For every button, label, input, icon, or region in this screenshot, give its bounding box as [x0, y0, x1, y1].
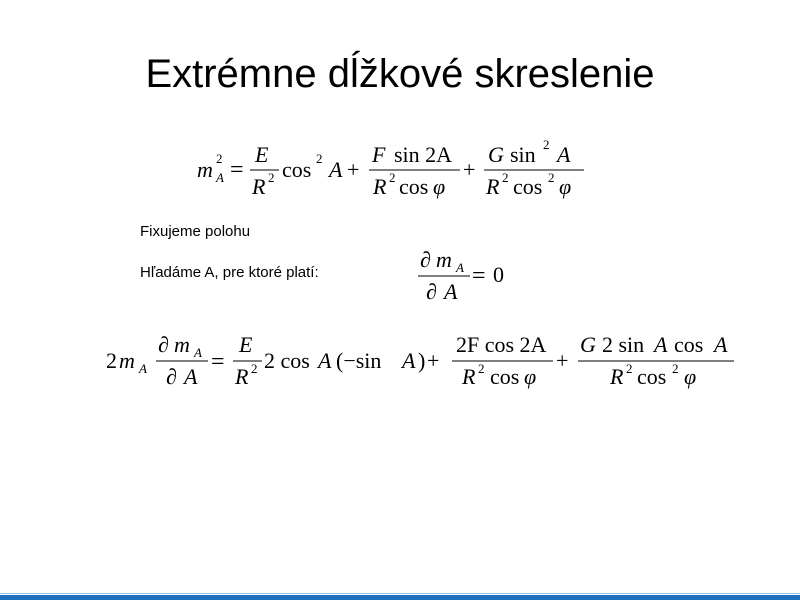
label-fix-position: Fixujeme polohu — [140, 223, 251, 240]
f3-den-d: ∂ — [166, 364, 177, 389]
f1-t3-num-sin: sin — [510, 142, 536, 167]
f3-num-m: m — [174, 332, 190, 357]
f3-t1-den: R — [235, 364, 249, 389]
f3-t2-den-R: R — [462, 364, 476, 389]
f1-t3-num-A: A — [557, 142, 571, 167]
f1-t2-den-phi: φ — [433, 174, 446, 199]
f3-t1-den-sup: 2 — [251, 361, 258, 376]
f3-num-sub: A — [194, 345, 202, 360]
f1-plus-1: + — [347, 157, 360, 182]
f2-num-sub: A — [456, 260, 464, 275]
f1-t3-den-R: R — [486, 174, 500, 199]
footer-accent-bar — [0, 595, 800, 600]
f2-zero: 0 — [493, 262, 504, 287]
f1-lhs-m: m — [197, 157, 213, 182]
f3-t1-paren: (−sin — [336, 348, 382, 373]
f3-t3-num-A2: A — [714, 332, 728, 357]
f3-t3-num-A: A — [654, 332, 668, 357]
f1-t3-den-cos-sup: 2 — [548, 170, 555, 185]
f3-plus-2: + — [556, 348, 569, 373]
formula-length-distortion — [195, 138, 590, 208]
f3-plus-1: + — [427, 348, 440, 373]
f1-t1-A: A — [329, 157, 343, 182]
f3-t2-den-phi: φ — [524, 364, 537, 389]
f1-t1-den-sup: 2 — [268, 170, 275, 185]
slide-title: Extrémne dĺžkové skreslenie — [145, 52, 655, 96]
f3-t3-den-cos-sup: 2 — [672, 361, 679, 376]
f3-den-A: A — [184, 364, 198, 389]
f1-t1-num: E — [255, 142, 269, 167]
f3-t3-den-cos: cos — [637, 364, 667, 389]
f3-t3-den-R: R — [610, 364, 624, 389]
f3-t1-body: 2 cos — [264, 348, 310, 373]
f2-den-A: A — [444, 279, 458, 304]
f3-m: m — [119, 348, 135, 373]
f2-num-d: ∂ — [420, 247, 431, 272]
f1-t3-num-sup: 2 — [543, 137, 550, 152]
f3-t2-den-cos: cos — [490, 364, 520, 389]
f3-t3-num-cos: cos — [674, 332, 704, 357]
f3-t3-den-phi: φ — [684, 364, 697, 389]
f1-t2-den-cos: cos — [399, 174, 429, 199]
f1-t1-sup: 2 — [316, 151, 323, 166]
f2-num-m: m — [436, 247, 452, 272]
f3-t1-A: A — [318, 348, 332, 373]
f2-den-d: ∂ — [426, 279, 437, 304]
label-find-A: Hľadáme A, pre ktoré platí: — [140, 264, 319, 281]
f1-plus-2: + — [463, 157, 476, 182]
f3-two: 2 — [106, 348, 117, 373]
f3-m-sub: A — [139, 361, 147, 376]
f3-t2-den-sup: 2 — [478, 361, 485, 376]
f3-t3-num-G: G — [580, 332, 596, 357]
f3-t1-num: E — [239, 332, 253, 357]
f3-t1-close: ) — [418, 348, 426, 373]
f1-t2-den-sup: 2 — [389, 170, 396, 185]
f3-t1-A2: A — [402, 348, 416, 373]
f3-t2-num: 2F cos 2A — [456, 332, 547, 357]
f1-t2-den-R: R — [373, 174, 387, 199]
f1-t3-den-sup: 2 — [502, 170, 509, 185]
f1-lhs-sub: A — [216, 170, 224, 185]
f1-t3-den-cos: cos — [513, 174, 543, 199]
footer-divider — [0, 593, 800, 594]
f1-equals: = — [230, 157, 244, 183]
f1-t1-cos: cos — [282, 157, 312, 182]
f1-t3-num-G: G — [488, 142, 504, 167]
f3-equals: = — [211, 349, 225, 375]
f3-t3-den-sup: 2 — [626, 361, 633, 376]
f1-lhs-sup: 2 — [216, 151, 223, 166]
formula-derivative-expanded — [104, 328, 744, 398]
f1-t1-den: R — [252, 174, 266, 199]
f3-num-d: ∂ — [158, 332, 169, 357]
f1-t3-den-phi: φ — [559, 174, 572, 199]
f3-t3-num-mid: 2 sin — [602, 332, 645, 357]
formula-derivative-zero — [416, 243, 516, 308]
f1-t2-num-F: F — [372, 142, 386, 167]
f1-t2-num-sin: sin 2A — [394, 142, 453, 167]
f2-equals: = — [472, 263, 486, 289]
